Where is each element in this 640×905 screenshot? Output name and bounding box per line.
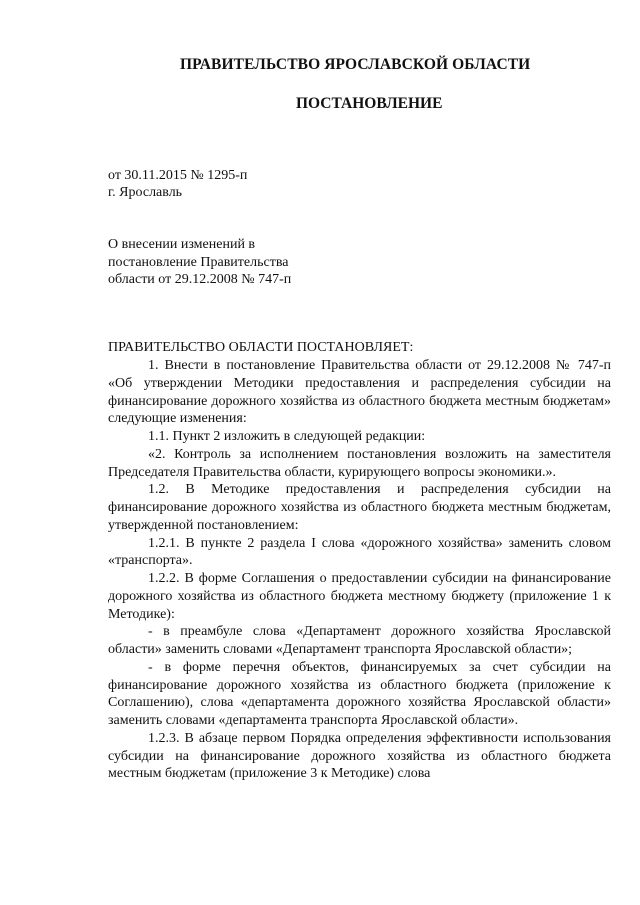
subject-line: О внесении изменений в: [108, 237, 256, 252]
paragraph: 1.2.1. В пункте 2 раздела I слова «дорожного хозяйства» заменить словом «транспорта».: [108, 535, 611, 569]
document-type-title: ПОСТАНОВЛЕНИЕ: [296, 95, 443, 112]
paragraph: 1.2. В Методике предоставления и распределения субсидии на финансирование дорожного хозяйства из областного бюджета местным бюджетам, утвержденной постановлением:: [108, 482, 611, 533]
city: г. Ярославль: [108, 185, 183, 200]
paragraph: 1.2.2. В форме Соглашения о предоставлении субсидии на финансирование дорожного хозяйства из областного бюджета местному бюджету (приложение 1 к Методике):: [108, 571, 611, 622]
paragraph: «2. Контроль за исполнением постановления возложить на заместителя Председателя Правительства области, курирующего вопросы экономики.».: [108, 446, 611, 480]
organization-title: ПРАВИТЕЛЬСТВО ЯРОСЛАВСКОЙ ОБЛАСТИ: [180, 56, 531, 73]
paragraph: 1.1. Пункт 2 изложить в следующей редакции:: [148, 429, 426, 444]
subject-line: постановление Правительства: [108, 254, 289, 270]
date-number: от 30.11.2015 № 1295-п: [108, 168, 248, 183]
paragraph: 1.2.3. В абзаце первом Порядка определения эффективности использования субсидии на финансирование дорожного хозяйства из областного бюджета местным бюджетам (приложение 3 к Методике) слова: [108, 730, 611, 782]
document-subject: [108, 236, 291, 289]
paragraph: 1. Внести в постановление Правительства области от 29.12.2008 № 747-п «Об утверждении Методики предоставления и распределения субсидии на финансирование дорожного хозяйства из областного бюджета местным бюджетам» следующие изменения:: [108, 358, 611, 427]
paragraph: - в форме перечня объектов, финансируемых за счет субсидии на финансирование дорожного хозяйства из областного бюджета (приложение к Соглашению), слова «департамента дорожного хозяйства Ярославской области» заменить словами «департамента транспорта Ярославской области».: [108, 659, 611, 728]
subject-line: области от 29.12.2008 № 747-п: [108, 272, 292, 287]
document-body: [108, 357, 611, 783]
paragraph: - в преамбуле слова «Департамент дорожного хозяйства Ярославской области» заменить словами «Департамент транспорта Ярославской области»;: [108, 624, 611, 657]
document-meta: [108, 167, 247, 201]
preamble: ПРАВИТЕЛЬСТВО ОБЛАСТИ ПОСТАНОВЛЯЕТ:: [108, 340, 414, 355]
